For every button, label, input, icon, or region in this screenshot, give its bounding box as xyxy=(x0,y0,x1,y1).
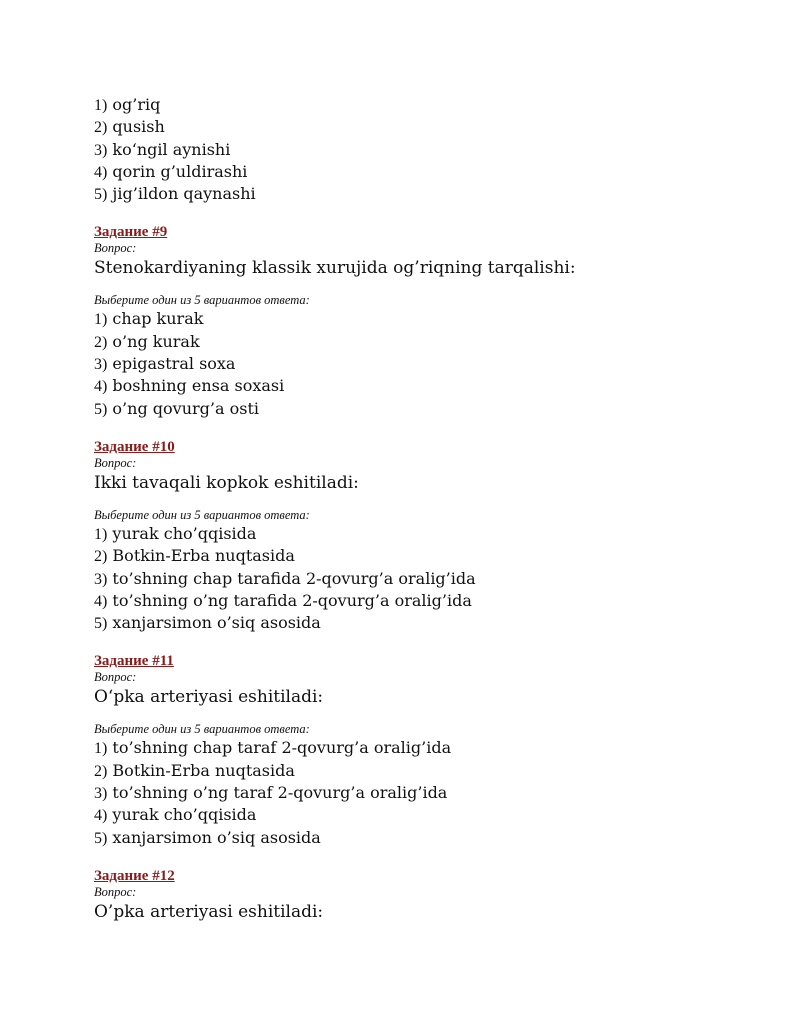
option-item: 5) xanjarsimon o’siq asosida xyxy=(94,613,321,633)
task-title[interactable]: Задание #12 xyxy=(94,867,175,884)
options-list xyxy=(94,523,754,634)
question-label: Вопрос: xyxy=(94,241,137,256)
question-label: Вопрос: xyxy=(94,670,137,685)
option-item: 2) Botkin-Erba nuqtasida xyxy=(94,546,295,566)
option-item: 1) chap kurak xyxy=(94,309,204,329)
choose-label: Выберите один из 5 вариантов ответа: xyxy=(94,293,310,308)
task-title[interactable]: Задание #9 xyxy=(94,224,168,241)
option-item: 5) xanjarsimon o’siq asosida xyxy=(94,827,321,847)
option-item: 4) to’shning o’ng tarafida 2-qovurg’a oralig’ida xyxy=(94,590,472,610)
task-9 xyxy=(94,224,754,419)
task-title[interactable]: Задание #10 xyxy=(94,438,175,455)
option-item: 5) o’ng qovurg’a osti xyxy=(94,398,259,418)
previous-options-list xyxy=(94,94,754,205)
option-item: 4) qorin g’uldirashi xyxy=(94,161,248,181)
task-10 xyxy=(94,439,754,634)
option-item: 4) yurak cho’qqisida xyxy=(94,805,257,825)
choose-label: Выберите один из 5 вариантов ответа: xyxy=(94,722,310,737)
option-item: 3) to’shning o’ng taraf 2-qovurg’a oralig’ida xyxy=(94,783,448,803)
option-item: 2) o’ng kurak xyxy=(94,331,200,351)
option-item: 1) og’riq xyxy=(94,95,161,114)
question-text: O’pka arteriyasi eshitiladi: xyxy=(94,901,324,922)
option-item: 1) to’shning chap taraf 2-qovurg’a oralig’ida xyxy=(94,738,452,758)
question-label: Вопрос: xyxy=(94,884,137,899)
options-list xyxy=(94,308,754,419)
question-text: Ikki tavaqali kopkok eshitiladi: xyxy=(94,472,359,493)
task-11 xyxy=(94,653,754,848)
option-item: 3) ko‘ngil aynishi xyxy=(94,139,231,159)
question-text: Stenokardiyaning klassik xurujida og’riqning tarqalishi: xyxy=(94,258,576,279)
option-item: 3) epigastral soxa xyxy=(94,354,236,374)
option-item: 3) to’shning chap tarafida 2-qovurg’a oralig’ida xyxy=(94,568,476,588)
option-item: 1) yurak cho’qqisida xyxy=(94,523,257,543)
task-title[interactable]: Задание #11 xyxy=(94,653,174,670)
option-item: 4) boshning ensa soxasi xyxy=(94,376,285,396)
option-item: 2) qusish xyxy=(94,117,165,137)
option-item: 5) jig’ildon qaynashi xyxy=(94,184,256,204)
choose-label: Выберите один из 5 вариантов ответа: xyxy=(94,507,310,522)
options-list xyxy=(94,737,754,848)
question-label: Вопрос: xyxy=(94,455,137,470)
option-item: 2) Botkin-Erba nuqtasida xyxy=(94,760,295,780)
task-12 xyxy=(94,868,754,924)
question-text: O‘pka arteriyasi eshitiladi: xyxy=(94,687,324,708)
document-content xyxy=(94,94,754,924)
